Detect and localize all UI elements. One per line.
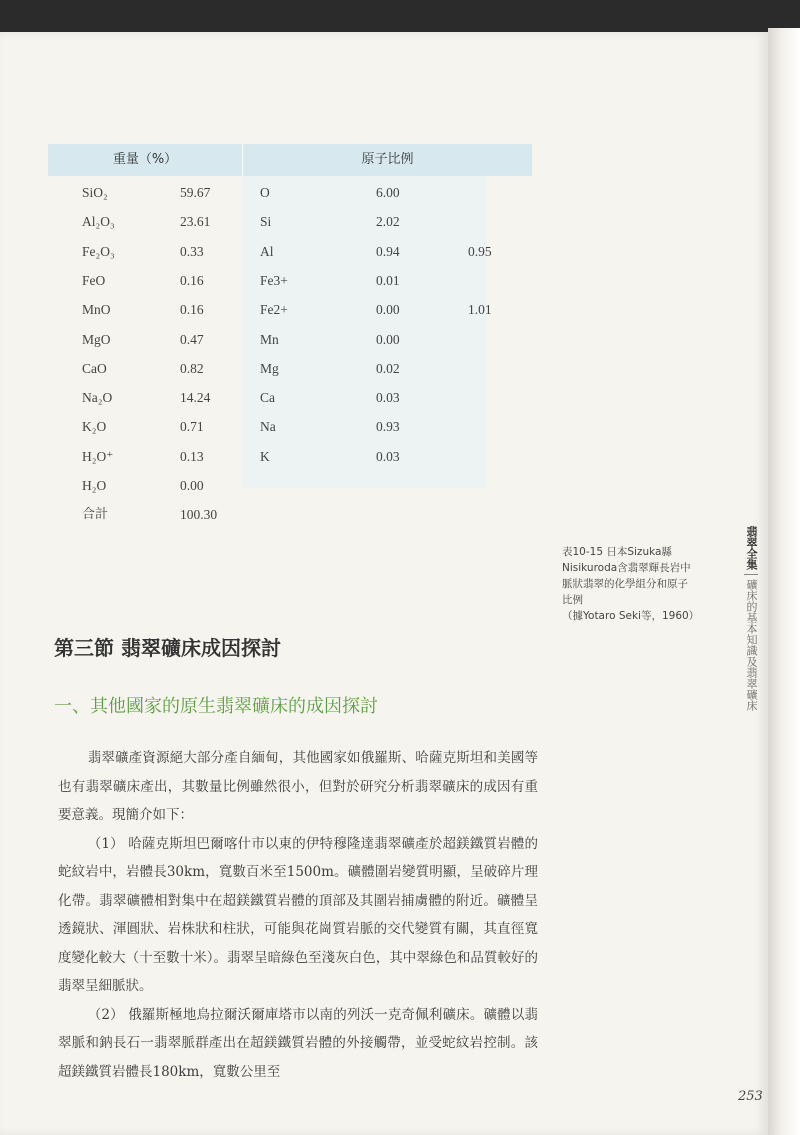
table-row [48, 471, 532, 500]
series-title: 翡翠全集 [745, 526, 758, 570]
extra-ratio-cell [468, 266, 528, 295]
oxide-cell: Na₂O [82, 390, 113, 406]
extra-ratio-cell: 0.95 [468, 243, 492, 259]
weight-cell: 0.33 [180, 243, 204, 259]
element-cell: K [260, 448, 270, 464]
weight-cell: 23.61 [180, 214, 211, 230]
body-text [58, 744, 538, 1086]
element-cell: Fe3+ [260, 272, 288, 288]
caption-line: 脈狀翡翠的化學組分和原子 [562, 578, 688, 590]
paragraph-intro: 翡翠礦產資源絕大部分產自緬甸，其他國家如俄羅斯、哈薩克斯坦和美國等也有翡翠礦床產出，其數量比例雖然很小，但對於研究分析翡翠礦床的成因有重要意義。現簡介如下： [58, 750, 538, 823]
paragraph-item-2: （2） 俄羅斯極地烏拉爾沃爾庫塔市以南的列沃一克奇佩利礦床。礦體以翡翠脈和鈉長石一翡翠脈群產出在超鎂鐵質岩體的外接觸帶，並受蛇紋岩控制。該超鎂鐵質岩體長180km，寬數公里至 [58, 1006, 538, 1080]
header-atomic-ratio: 原子比例 [361, 152, 414, 167]
table-row [48, 295, 532, 324]
paragraph-item-1: （1） 哈薩克斯坦巴爾喀什市以東的伊特穆隆達翡翠礦產於超鎂鐵質岩體的蛇紋岩中，岩體長30km，寬數百米至1500m。礦體圍岩變質明顯，呈破碎片理化帶。翡翠礦體相對集中在超鎂鐵質岩體的頂部及其圍岩捕虜體的附近。礦體呈透鏡狀、渾圓狀、岩株狀和柱狀，可能與花崗質岩脈的交代變質有關，其直徑寬度變化較大（十至數十米）。翡翠呈暗綠色至淺灰白色，其中翠綠色和品質較好的翡翠呈細脈狀。 [58, 835, 538, 994]
oxide-cell: H₂O⁺ [82, 448, 114, 464]
extra-ratio-cell [468, 325, 528, 354]
book-page [0, 32, 768, 1135]
weight-cell: 0.47 [180, 331, 204, 347]
oxide-cell: K₂O [82, 419, 107, 435]
caption-line: 比例 [562, 594, 583, 606]
section-title: 第三節 翡翠礦床成因探討 [54, 636, 281, 660]
extra-ratio-cell [468, 412, 528, 441]
page-number: 253 [738, 1089, 763, 1104]
weight-cell: 14.24 [180, 390, 211, 406]
table-row [48, 383, 532, 412]
extra-ratio-cell [468, 207, 528, 236]
header-weight: 重量（%） [112, 152, 178, 167]
element-cell [260, 471, 330, 500]
side-tab [736, 526, 766, 711]
ratio-cell: 0.02 [376, 360, 400, 376]
element-cell: Ca [260, 390, 275, 406]
subsection-title: 一、其他國家的原生翡翠礦床的成因探討 [54, 696, 378, 717]
table-row [48, 500, 532, 529]
table-row [48, 237, 532, 266]
extra-ratio-cell [468, 471, 528, 500]
ratio-cell: 0.00 [376, 302, 400, 318]
extra-ratio-cell [468, 383, 528, 412]
caption-line: Nisikuroda含翡翠輝長岩中 [562, 562, 691, 574]
element-cell: Fe2+ [260, 302, 288, 318]
table-caption [562, 544, 722, 624]
caption-line: （據Yotaro Seki等，1960） [562, 610, 700, 622]
element-cell: Na [260, 419, 276, 435]
side-tab-divider [744, 574, 758, 575]
weight-cell: 100.30 [180, 507, 218, 523]
table-row [48, 412, 532, 441]
table-row [48, 266, 532, 295]
table-row [48, 354, 532, 383]
weight-cell: 0.00 [180, 478, 204, 493]
ratio-cell: 0.03 [376, 448, 400, 464]
ratio-cell: 0.94 [376, 243, 400, 259]
ratio-cell: 0.01 [376, 272, 400, 288]
table-row [48, 207, 532, 236]
element-cell: O [260, 185, 270, 200]
weight-cell: 59.67 [180, 185, 211, 200]
weight-cell: 0.13 [180, 448, 204, 464]
element-cell: Mg [260, 360, 279, 376]
extra-ratio-cell: 1.01 [468, 302, 492, 318]
element-cell [260, 500, 330, 529]
ratio-cell: 2.02 [376, 214, 400, 230]
oxide-cell: 合計 [82, 507, 109, 523]
extra-ratio-cell [468, 442, 528, 471]
oxide-cell: Fe₂O₃ [82, 243, 115, 259]
element-cell: Mn [260, 331, 279, 347]
weight-cell: 0.82 [180, 360, 204, 376]
element-cell: Al [260, 243, 274, 259]
oxide-cell: Al₂O₃ [82, 214, 115, 230]
scan-top-shadow [0, 0, 800, 32]
table-row [48, 178, 532, 207]
extra-ratio-cell [468, 178, 528, 207]
caption-line: 表10-15 日本Sizuka縣 [562, 546, 672, 558]
ratio-cell: 0.00 [376, 331, 400, 347]
ratio-cell [376, 471, 436, 500]
ratio-cell: 0.03 [376, 390, 400, 406]
oxide-cell: MgO [82, 331, 111, 347]
ratio-cell: 6.00 [376, 185, 400, 200]
oxide-cell: H₂O [82, 478, 107, 493]
table-row [48, 442, 532, 471]
extra-ratio-cell [468, 354, 528, 383]
element-cell: Si [260, 214, 272, 230]
oxide-cell: CaO [82, 360, 107, 376]
page-edge [768, 28, 800, 1135]
oxide-cell: SiO₂ [82, 185, 108, 200]
extra-ratio-cell [468, 500, 528, 529]
oxide-cell: FeO [82, 272, 106, 288]
weight-cell: 0.71 [180, 419, 204, 435]
ratio-cell: 0.93 [376, 419, 400, 435]
table-row [48, 325, 532, 354]
oxide-cell: MnO [82, 302, 111, 318]
chapter-title: 礦床的基本知識及翡翠礦床 [745, 579, 758, 711]
weight-cell: 0.16 [180, 272, 204, 288]
ratio-cell [376, 500, 436, 529]
weight-cell: 0.16 [180, 302, 204, 318]
